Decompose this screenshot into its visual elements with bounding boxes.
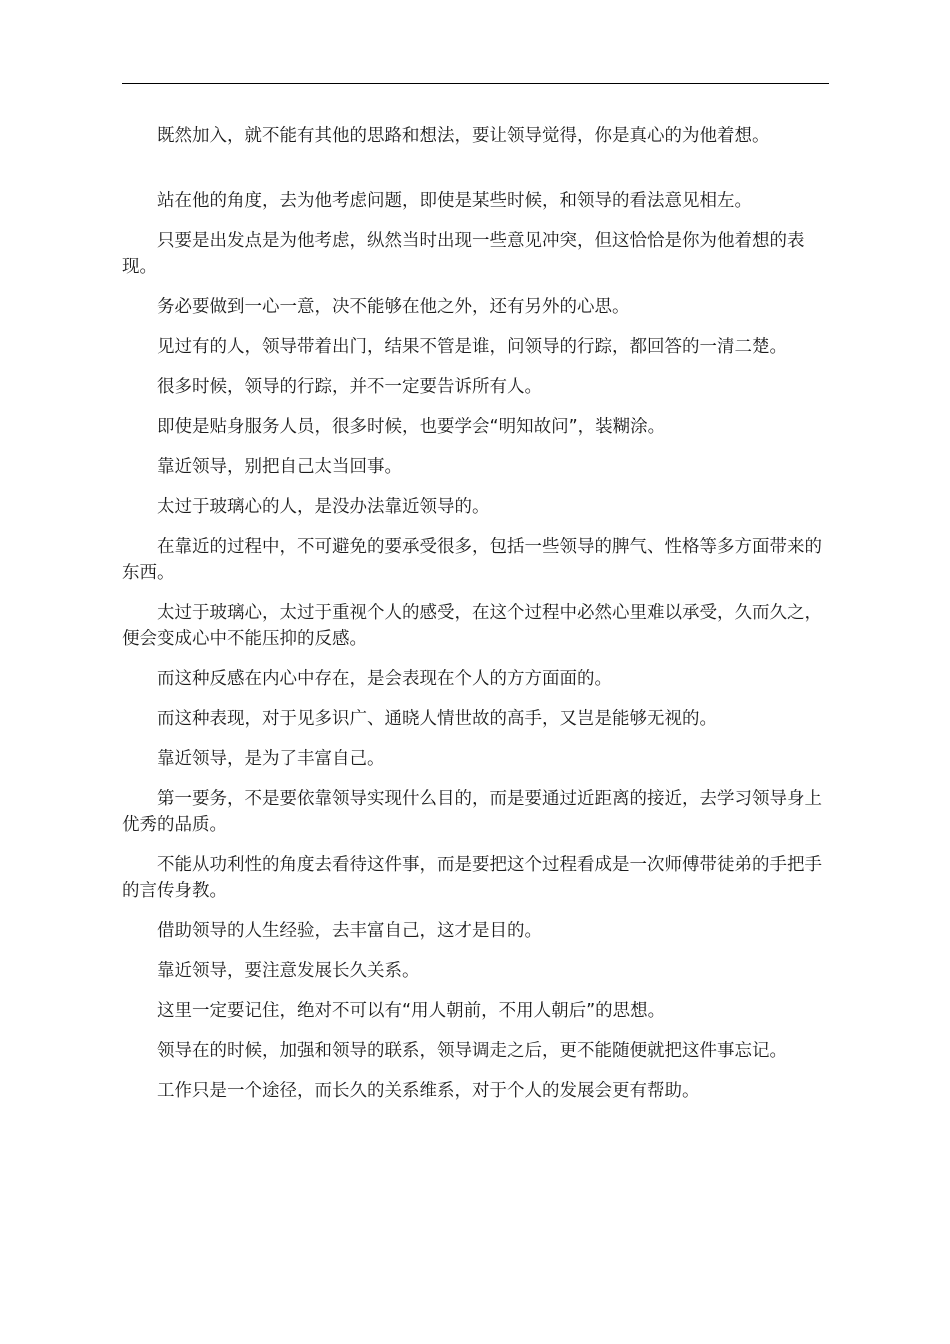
paragraph: 站在他的角度，去为他考虑问题，即使是某些时候，和领导的看法意见相左。: [157, 191, 752, 211]
paragraph: 见过有的人，领导带着出门，结果不管是谁，问领导的行踪，都回答的一清二楚。: [157, 337, 787, 357]
paragraph: 务必要做到一心一意，决不能够在他之外，还有另外的心思。: [157, 297, 630, 317]
paragraph: 太过于玻璃心，太过于重视个人的感受，在这个过程中必然心里难以承受，久而久之，便会变成心中不能压抑的反感。: [122, 603, 822, 649]
paragraph: 工作只是一个途径，而长久的关系维系，对于个人的发展会更有帮助。: [157, 1081, 700, 1101]
paragraph: 既然加入，就不能有其他的思路和想法，要让领导觉得，你是真心的为他着想。: [157, 126, 770, 146]
document-body: [122, 123, 828, 1118]
paragraph: 很多时候，领导的行踪，并不一定要告诉所有人。: [157, 377, 542, 397]
paragraph: 不能从功利性的角度去看待这件事，而是要把这个过程看成是一次师傅带徒弟的手把手的言传身教。: [122, 855, 822, 901]
header-rule: [122, 83, 829, 84]
paragraph: 即使是贴身服务人员，很多时候，也要学会“明知故问”，装糊涂。: [157, 417, 666, 437]
paragraph: 靠近领导，别把自己太当回事。: [157, 457, 402, 477]
paragraph: 第一要务，不是要依靠领导实现什么目的，而是要通过近距离的接近，去学习领导身上优秀的品质。: [122, 789, 822, 835]
paragraph: 太过于玻璃心的人，是没办法靠近领导的。: [157, 497, 490, 517]
paragraph: 在靠近的过程中，不可避免的要承受很多，包括一些领导的脾气、性格等多方面带来的东西。: [122, 537, 822, 583]
paragraph: 领导在的时候，加强和领导的联系，领导调走之后，更不能随便就把这件事忘记。: [157, 1041, 787, 1061]
paragraph: 而这种表现，对于见多识广、通晓人情世故的高手，又岂是能够无视的。: [157, 709, 717, 729]
paragraph: 而这种反感在内心中存在，是会表现在个人的方方面面的。: [157, 669, 612, 689]
paragraph: 借助领导的人生经验，去丰富自己，这才是目的。: [157, 921, 542, 941]
paragraph: 只要是出发点是为他考虑，纵然当时出现一些意见冲突，但这恰恰是你为他着想的表现。: [122, 231, 805, 277]
paragraph: 靠近领导，是为了丰富自己。: [157, 749, 385, 769]
paragraph: 靠近领导，要注意发展长久关系。: [157, 961, 420, 981]
paragraph: 这里一定要记住，绝对不可以有“用人朝前，不用人朝后”的思想。: [157, 1001, 666, 1021]
